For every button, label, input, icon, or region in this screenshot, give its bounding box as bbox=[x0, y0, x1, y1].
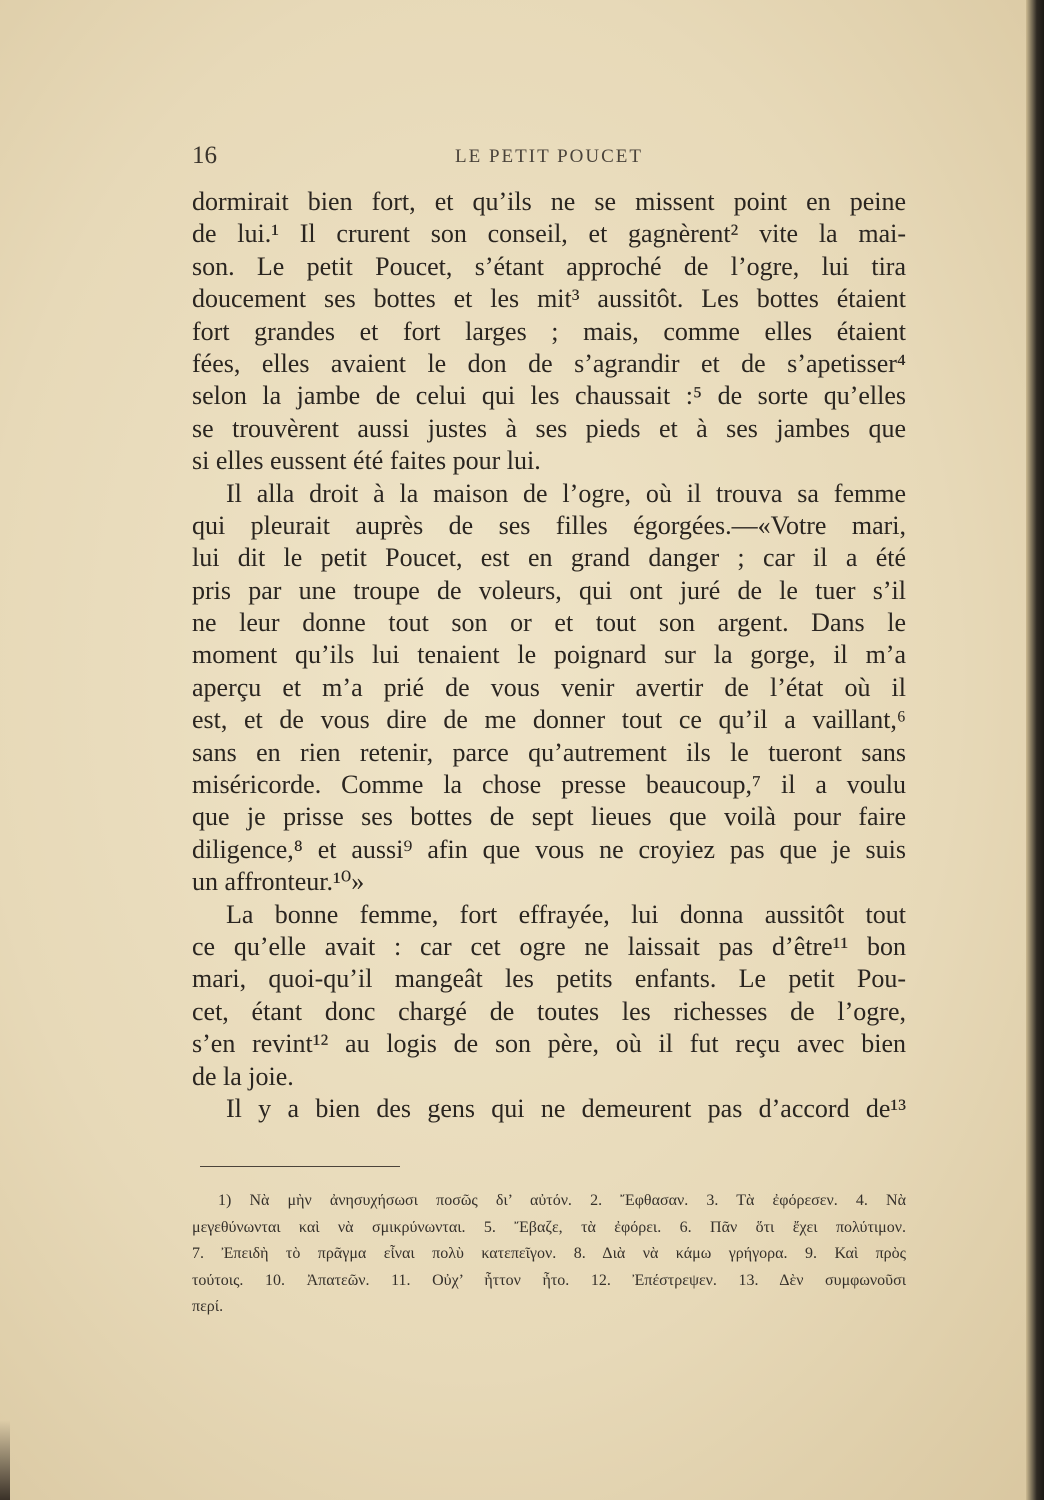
running-title: LE PETIT POUCET bbox=[455, 146, 643, 167]
body-line: selon la jambe de celui qui les chaussait :⁵ de sorte qu’elles bbox=[192, 381, 906, 411]
footnote-line: μεγεθύνωνται καὶ νὰ σμικρύνωνται. 5. Ἔβαζε, τὰ ἐφόρει. 6. Πᾶν ὅτι ἔχει πολύτιμον. bbox=[192, 1218, 906, 1236]
paragraph-start-line: Il alla droit à la maison de l’ogre, où il trouva sa femme bbox=[226, 478, 906, 508]
page-header bbox=[192, 142, 906, 182]
body-line: moment qu’ils lui tenaient le poignard sur la gorge, il m’a bbox=[192, 640, 906, 670]
body-line: un affronteur.¹⁰» bbox=[192, 867, 365, 897]
body-line: fort grandes et fort larges ; mais, comme elles étaient bbox=[192, 316, 906, 346]
body-line: lui dit le petit Poucet, est en grand danger ; car il a été bbox=[192, 543, 906, 573]
paragraph-start-line: Il y a bien des gens qui ne demeurent pas d’accord de¹³ bbox=[226, 1093, 906, 1123]
body-line: cet, étant donc chargé de toutes les richesses de l’ogre, bbox=[192, 996, 906, 1026]
footnote-line: περί. bbox=[192, 1298, 224, 1315]
body-line: ce qu’elle avait : car cet ogre ne laissait pas d’être¹¹ bon bbox=[192, 931, 906, 961]
body-line: aperçu et m’a prié de vous venir avertir de l’état où il bbox=[192, 672, 906, 702]
body-line: de lui.¹ Il crurent son conseil, et gagnèrent² vite la mai- bbox=[192, 219, 906, 249]
body-line: se trouvèrent aussi justes à ses pieds et à ses jambes que bbox=[192, 413, 906, 443]
body-line: s’en revint¹² au logis de son père, où il fut reçu avec bien bbox=[192, 1029, 906, 1059]
footnote-line: τούτοις. 10. Ἀπατεῶν. 11. Οὐχ’ ἧττον ἦτο. 12. Ἐπέστρεψεν. 13. Δὲν συμφωνοῦσι bbox=[192, 1271, 906, 1289]
body-line: sans en rien retenir, parce qu’autrement ils le tueront sans bbox=[192, 737, 906, 767]
body-line: qui pleurait auprès de ses filles égorgées.—«Votre mari, bbox=[192, 510, 906, 540]
body-line: de la joie. bbox=[192, 1061, 294, 1091]
page-number: 16 bbox=[192, 142, 217, 169]
footnotes bbox=[192, 1188, 906, 1321]
footnote-line: 1) Νὰ μὴν ἀνησυχήσωσι ποσῶς δι’ αὐτόν. 2. Ἔφθασαν. 3. Τὰ ἐφόρεσεν. 4. Νὰ bbox=[218, 1192, 906, 1209]
body-line: dormirait bien fort, et qu’ils ne se missent point en peine bbox=[192, 187, 906, 216]
body-line: que je prisse ses bottes de sept lieues que voilà pour faire bbox=[192, 802, 906, 832]
body-line: mari, quoi-qu’il mangeât les petits enfants. Le petit Pou- bbox=[192, 964, 906, 994]
footnote-divider bbox=[200, 1166, 400, 1167]
body-line: si elles eussent été faites pour lui. bbox=[192, 446, 541, 476]
body-line: fées, elles avaient le don de s’agrandir et de s’apetisser⁴ bbox=[192, 348, 906, 378]
body-line: pris par une troupe de voleurs, qui ont juré de le tuer s’il bbox=[192, 575, 906, 605]
body-line: doucement ses bottes et les mit³ aussitôt. Les bottes étaient bbox=[192, 284, 906, 314]
body-line: ne leur donne tout son or et tout son argent. Dans le bbox=[192, 608, 906, 638]
footnote-line: 7. Ἐπειδὴ τὸ πρᾶγμα εἶναι πολὺ κατεπεῖγον. 8. Διὰ νὰ κάμω γρήγορα. 9. Καὶ πρὸς bbox=[192, 1245, 906, 1262]
body-text bbox=[192, 186, 906, 1125]
page-binding-edge bbox=[1026, 0, 1044, 1500]
body-line: diligence,⁸ et aussi⁹ afin que vous ne croyiez pas que je suis bbox=[192, 834, 906, 864]
body-line: miséricorde. Comme la chose presse beaucoup,⁷ il a voulu bbox=[192, 770, 906, 800]
body-line: est, et de vous dire de me donner tout ce qu’il a vaillant,⁶ bbox=[192, 705, 906, 735]
page-shadow-corner bbox=[0, 1420, 10, 1500]
paragraph-start-line: La bonne femme, fort effrayée, lui donna aussitôt tout bbox=[226, 899, 906, 929]
body-line: son. Le petit Poucet, s’étant approché de l’ogre, lui tira bbox=[192, 251, 906, 281]
